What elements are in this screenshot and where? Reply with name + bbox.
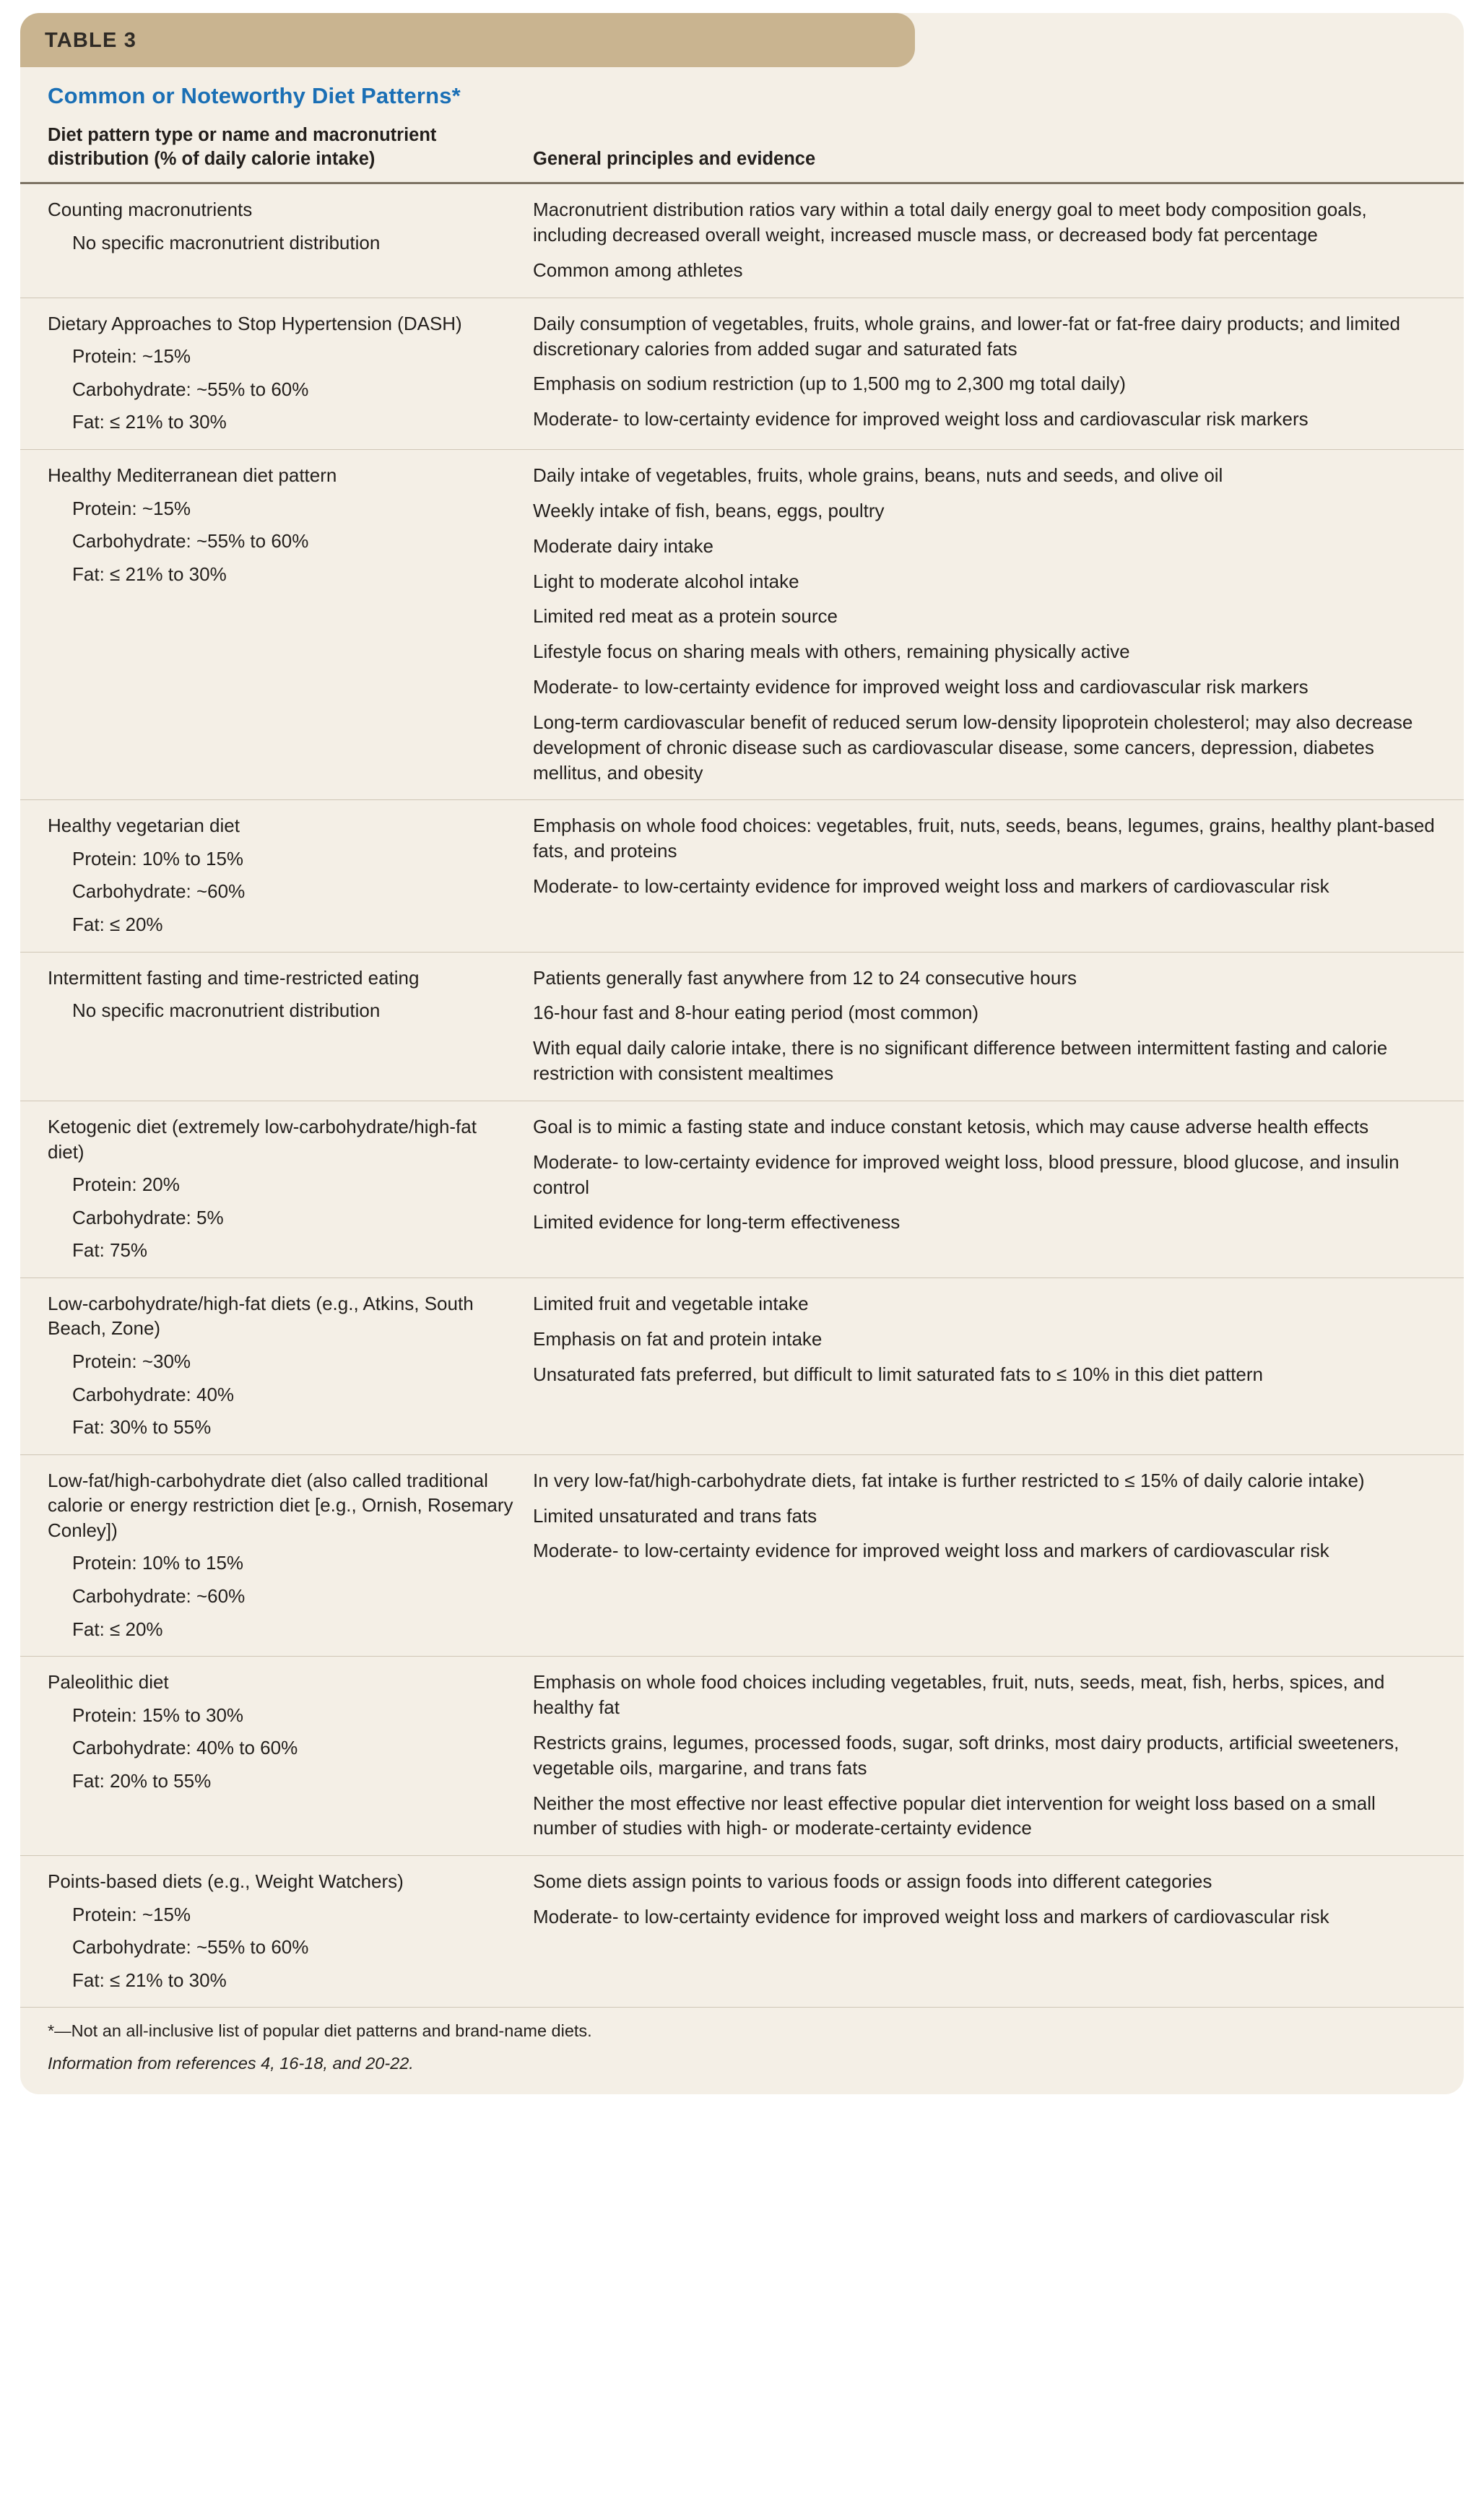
table-body: [20, 184, 1464, 2007]
macronutrient-line: Carbohydrate: ~55% to 60%: [72, 1936, 309, 1958]
table-title-wrap: [20, 67, 1464, 113]
evidence-item: Macronutrient distribution ratios vary within a total daily energy goal to meet body composition goals, including decreased overall weight, increased muscle mass, or decreased body fat percentage: [533, 199, 1367, 246]
macronutrient-line: Carbohydrate: ~60%: [72, 880, 246, 903]
macronutrient-line: Protein: 10% to 15%: [72, 847, 244, 869]
evidence-item: Daily intake of vegetables, fruits, whole grains, beans, nuts and seeds, and olive oil: [533, 464, 1223, 487]
evidence-item: 16-hour fast and 8-hour eating period (most common): [533, 1002, 979, 1024]
macronutrient-line: Carbohydrate: 5%: [72, 1206, 224, 1228]
principles-evidence-cell: [533, 1291, 1436, 1387]
macronutrient-line: Carbohydrate: ~60%: [72, 1585, 246, 1608]
principles-evidence-cell: [533, 1114, 1436, 1235]
macronutrient-line: Protein: 15% to 30%: [72, 1704, 244, 1726]
diet-pattern-cell: [48, 197, 533, 255]
principles-evidence-cell: [533, 966, 1436, 1086]
macronutrient-line: Carbohydrate: ~55% to 60%: [72, 530, 309, 552]
evidence-item: Neither the most effective nor least effective popular diet intervention for weight loss based on a small number of studies with high- or moderate-certainty evidence: [533, 1792, 1376, 1839]
diet-pattern-name: Dietary Approaches to Stop Hypertension (DASH): [48, 312, 462, 334]
table-row: [20, 800, 1464, 952]
evidence-item: Moderate- to low-certainty evidence for improved weight loss, blood pressure, blood glucose, and insulin control: [533, 1150, 1400, 1198]
evidence-item: Patients generally fast anywhere from 12 to 24 consecutive hours: [533, 966, 1077, 989]
macronutrient-line: Protein: ~15%: [72, 497, 191, 519]
table-row: [20, 953, 1464, 1101]
principles-evidence-cell: [533, 813, 1436, 898]
diet-pattern-name: Low-fat/high-carbohydrate diet (also called traditional calorie or energy restriction diet [e.g., Ornish, Rosemary Conley]): [48, 1469, 513, 1541]
evidence-item: Limited evidence for long-term effectiveness: [533, 1211, 901, 1233]
macronutrient-line: Carbohydrate: 40%: [72, 1383, 235, 1405]
evidence-item: Moderate- to low-certainty evidence for improved weight loss and markers of cardiovascular risk: [533, 875, 1329, 897]
table-row: [20, 184, 1464, 298]
table-3-card: [20, 13, 1464, 2094]
macronutrient-line: Protein: 20%: [72, 1174, 180, 1196]
diet-pattern-cell: [48, 1114, 533, 1263]
macronutrient-line: Carbohydrate: 40% to 60%: [72, 1737, 298, 1759]
evidence-item: In very low-fat/high-carbohydrate diets, fat intake is further restricted to ≤ 15% of daily calorie intake): [533, 1469, 1365, 1491]
table-row: [20, 1101, 1464, 1278]
evidence-item: Moderate- to low-certainty evidence for improved weight loss and markers of cardiovascular risk: [533, 1906, 1329, 1927]
macronutrient-line: Fat: ≤ 21% to 30%: [72, 563, 227, 585]
footnote-asterisk: *—Not an all-inclusive list of popular diet patterns and brand-name diets.: [48, 2021, 592, 2041]
macronutrient-line: Fat: ≤ 21% to 30%: [72, 411, 227, 433]
macronutrient-line: Carbohydrate: ~55% to 60%: [72, 378, 309, 400]
diet-pattern-name: Healthy vegetarian diet: [48, 815, 240, 837]
principles-evidence-cell: [533, 197, 1436, 282]
macronutrient-line: Fat: ≤ 20%: [72, 914, 163, 936]
evidence-item: Goal is to mimic a fasting state and induce constant ketosis, which may cause adverse health effects: [533, 1115, 1369, 1137]
diet-pattern-cell: [48, 1468, 533, 1641]
diet-pattern-cell: [48, 1869, 533, 1992]
diet-pattern-name: Ketogenic diet (extremely low-carbohydrate/high-fat diet): [48, 1115, 477, 1163]
table-footnotes: [20, 2007, 1464, 2094]
diet-pattern-cell: [48, 463, 533, 586]
evidence-item: Some diets assign points to various foods or assign foods into different categories: [533, 1870, 1212, 1893]
diet-pattern-cell: [48, 1670, 533, 1793]
evidence-item: Moderate- to low-certainty evidence for improved weight loss and cardiovascular risk markers: [533, 676, 1309, 698]
evidence-item: Limited unsaturated and trans fats: [533, 1504, 817, 1527]
principles-evidence-cell: [533, 1670, 1436, 1841]
evidence-item: Restricts grains, legumes, processed foods, sugar, soft drinks, most dairy products, artificial sweeteners, vegetable oils, margarine, and trans fats: [533, 1731, 1400, 1779]
macronutrient-line: No specific macronutrient distribution: [72, 999, 381, 1022]
diet-pattern-name: Points-based diets (e.g., Weight Watchers): [48, 1870, 404, 1893]
macronutrient-line: Fat: 75%: [72, 1239, 148, 1262]
principles-evidence-cell: [533, 311, 1436, 432]
macronutrient-line: Fat: ≤ 20%: [72, 1618, 163, 1640]
macronutrient-line: Protein: 10% to 15%: [72, 1552, 244, 1574]
evidence-item: Emphasis on whole food choices: vegetables, fruit, nuts, seeds, beans, legumes, grains, healthy plant-based fats, and proteins: [533, 815, 1435, 862]
table-row: [20, 1657, 1464, 1856]
evidence-item: Emphasis on sodium restriction (up to 1,500 mg to 2,300 mg total daily): [533, 373, 1126, 395]
macronutrient-line: Protein: ~15%: [72, 1903, 191, 1925]
diet-pattern-cell: [48, 311, 533, 435]
table-row: [20, 1278, 1464, 1455]
evidence-item: Emphasis on whole food choices including vegetables, fruit, nuts, seeds, meat, fish, herbs, spices, and healthy fat: [533, 1671, 1385, 1719]
evidence-item: Lifestyle focus on sharing meals with others, remaining physically active: [533, 641, 1130, 663]
diet-pattern-name: Intermittent fasting and time-restricted eating: [48, 966, 420, 989]
evidence-item: Long-term cardiovascular benefit of reduced serum low-density lipoprotein cholesterol; may also decrease development of chronic disease such as cardiovascular disease, some cancers, depression, diabetes mellitus, and obesity: [533, 711, 1413, 784]
evidence-item: Common among athletes: [533, 259, 743, 281]
table-title: Common or Noteworthy Diet Patterns*: [48, 83, 461, 108]
table-row: [20, 1856, 1464, 2007]
diet-pattern-cell: [48, 966, 533, 1023]
evidence-item: Light to moderate alcohol intake: [533, 570, 799, 592]
column-header-diet-pattern: Diet pattern type or name and macronutrient distribution (% of daily calorie intake): [48, 125, 437, 169]
evidence-item: With equal daily calorie intake, there is no significant difference between intermittent fasting and calorie restriction with consistent mealtimes: [533, 1037, 1388, 1085]
diet-pattern-name: Paleolithic diet: [48, 1671, 169, 1693]
diet-pattern-cell: [48, 813, 533, 937]
table-header-band: [20, 13, 915, 67]
principles-evidence-cell: [533, 1869, 1436, 1930]
macronutrient-line: Protein: ~30%: [72, 1350, 191, 1372]
table-row: [20, 450, 1464, 800]
principles-evidence-cell: [533, 463, 1436, 785]
evidence-item: Moderate- to low-certainty evidence for improved weight loss and markers of cardiovascular risk: [533, 1540, 1329, 1562]
diet-pattern-cell: [48, 1291, 533, 1440]
evidence-item: Emphasis on fat and protein intake: [533, 1327, 823, 1350]
evidence-item: Unsaturated fats preferred, but difficult to limit saturated fats to ≤ 10% in this diet pattern: [533, 1363, 1263, 1385]
table-row: [20, 298, 1464, 450]
principles-evidence-cell: [533, 1468, 1436, 1563]
macronutrient-line: No specific macronutrient distribution: [72, 231, 381, 253]
evidence-item: Limited red meat as a protein source: [533, 605, 838, 628]
evidence-item: Daily consumption of vegetables, fruits, whole grains, and lower-fat or fat-free dairy products; and limited discretionary calories from added sugar and saturated fats: [533, 312, 1400, 360]
table-number-label: TABLE 3: [45, 29, 137, 52]
macronutrient-line: Fat: 30% to 55%: [72, 1416, 212, 1439]
evidence-item: Moderate dairy intake: [533, 534, 714, 557]
diet-pattern-name: Low-carbohydrate/high-fat diets (e.g., Atkins, South Beach, Zone): [48, 1292, 474, 1340]
macronutrient-line: Fat: 20% to 55%: [72, 1769, 212, 1792]
diet-pattern-name: Healthy Mediterranean diet pattern: [48, 464, 337, 487]
footnote-references: Information from references 4, 16-18, and 20-22.: [48, 2054, 414, 2073]
evidence-item: Limited fruit and vegetable intake: [533, 1292, 809, 1314]
macronutrient-line: Protein: ~15%: [72, 345, 191, 368]
column-headers: [20, 113, 1464, 184]
column-header-principles: General principles and evidence: [533, 148, 816, 169]
macronutrient-line: Fat: ≤ 21% to 30%: [72, 1969, 227, 1991]
table-row: [20, 1455, 1464, 1657]
diet-pattern-name: Counting macronutrients: [48, 199, 253, 221]
evidence-item: Moderate- to low-certainty evidence for improved weight loss and cardiovascular risk markers: [533, 408, 1309, 430]
evidence-item: Weekly intake of fish, beans, eggs, poultry: [533, 499, 885, 521]
